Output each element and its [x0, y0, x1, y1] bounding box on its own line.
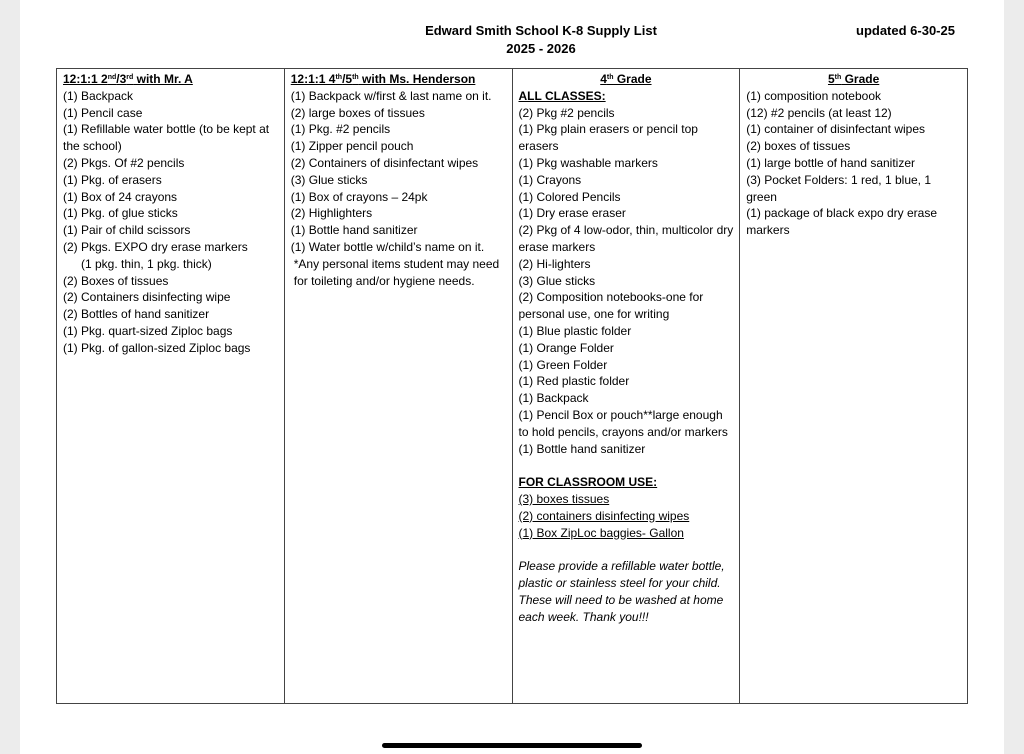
document-title: Edward Smith School K-8 Supply List	[425, 23, 657, 38]
list-item: (1) Backpack w/first & last name on it.	[290, 88, 492, 103]
list-item: (1) Refillable water bottle (to be kept at the school)	[63, 122, 270, 154]
all-classes-heading: ALL CLASSES:	[518, 88, 606, 103]
list-item: (1) composition notebook	[746, 88, 881, 103]
document-page	[20, 0, 1004, 754]
list-item: (2) Boxes of tissues	[63, 273, 169, 288]
supply-table	[56, 68, 968, 704]
list-item: (2) Bottles of hand sanitizer	[63, 307, 210, 322]
list-item: (1) Blue plastic folder	[518, 323, 632, 338]
list-item: (1) Pair of child scissors	[63, 223, 191, 238]
list-item: (1) Orange Folder	[518, 340, 614, 355]
list-item: (1) Bottle hand sanitizer	[518, 441, 646, 456]
list-item: (1) Red plastic folder	[518, 374, 630, 389]
list-item: (2) Pkgs. EXPO dry erase markers	[63, 239, 248, 254]
list-item: (1) Pkg plain erasers or pencil top erasers	[518, 122, 698, 154]
list-item: (2) Hi-lighters	[518, 256, 591, 271]
list-item: (1) Pencil case	[63, 105, 143, 120]
list-item: (2) Pkgs. Of #2 pencils	[63, 155, 185, 170]
list-item: (1) Green Folder	[518, 357, 608, 372]
list-item: (2) large boxes of tissues	[290, 105, 425, 120]
list-item: (1) Zipper pencil pouch	[290, 139, 414, 154]
list-item: (1) Dry erase eraser	[518, 206, 626, 221]
list-item: (2) Composition notebooks-one for personal use, one for writing	[518, 290, 704, 322]
list-item: (1) Backpack	[63, 88, 134, 103]
list-item: (2) Highlighters	[290, 206, 373, 221]
spacer	[519, 541, 734, 558]
list-item: (1) Pkg. quart-sized Ziploc bags	[63, 323, 233, 338]
list-item: (1) Pkg. of erasers	[63, 172, 162, 187]
list-item: (1) Crayons	[518, 172, 582, 187]
column-heading: 12:1:1 4th/5th with Ms. Henderson	[290, 72, 476, 86]
water-bottle-note: Please provide a refillable water bottle, plastic or stainless steel for your child. These will need to be washed at home each week. Thank you!!!	[518, 559, 725, 624]
list-item: (1) Water bottle w/child’s name on it.	[290, 239, 485, 254]
list-item: (1) package of black expo dry erase markers	[746, 206, 938, 238]
column-heading: 12:1:1 2nd/3rd with Mr. A	[63, 72, 193, 86]
list-item: (2) Pkg of 4 low-odor, thin, multicolor dry erase markers	[518, 223, 734, 254]
column-heading: 4th Grade	[600, 72, 652, 86]
list-item: (1) Pkg washable markers	[518, 155, 658, 170]
column-4th-grade	[512, 69, 740, 704]
column-heading: 5th Grade	[827, 72, 880, 86]
list-item: (1) Colored Pencils	[518, 189, 621, 204]
supply-row	[57, 69, 968, 704]
list-item: (12) #2 pencils (at least 12)	[746, 105, 892, 120]
list-item: (1) container of disinfectant wipes	[746, 122, 926, 137]
list-item: (2) boxes of tissues	[746, 139, 851, 154]
list-item: (1) Backpack	[518, 391, 589, 406]
classroom-item: (2) containers disinfecting wipes	[518, 508, 690, 523]
column-5th-grade	[740, 69, 968, 704]
list-item: (3) Pocket Folders: 1 red, 1 blue, 1 green	[746, 172, 932, 204]
list-item: (2) Containers disinfecting wipe	[63, 290, 231, 305]
school-year: 2025 - 2026	[506, 41, 576, 56]
list-item: (2) Pkg #2 pencils	[518, 105, 615, 120]
classroom-use-heading: FOR CLASSROOM USE:	[518, 475, 658, 490]
home-indicator[interactable]	[382, 743, 642, 748]
list-item: (3) Glue sticks	[518, 273, 596, 288]
list-item: (1) Box of crayons – 24pk	[290, 189, 428, 204]
list-item: (1) Pencil Box or pouch**large enough to hold pencils, crayons and/or markers	[518, 407, 728, 439]
list-item: (2) Containers of disinfectant wipes	[290, 155, 479, 170]
classroom-item: (3) boxes tissues	[518, 491, 610, 506]
column-mr-a	[57, 69, 285, 704]
list-item: (1) Pkg. of gallon-sized Ziploc bags	[63, 340, 251, 355]
column-ms-henderson	[284, 69, 512, 704]
updated-date: updated 6-30-25	[856, 23, 955, 38]
list-item: (1) Pkg. #2 pencils	[290, 122, 391, 137]
spacer	[519, 457, 734, 474]
list-item: (1 pkg. thin, 1 pkg. thick)	[81, 256, 212, 271]
personal-items-note: *Any personal items student may need for toileting and/or hygiene needs.	[293, 256, 500, 288]
list-item: (1) Bottle hand sanitizer	[290, 223, 418, 238]
list-item: (3) Glue sticks	[290, 172, 368, 187]
classroom-item: (1) Box ZipLoc baggies- Gallon	[518, 525, 684, 540]
list-item: (1) Pkg. of glue sticks	[63, 206, 178, 221]
list-item: (1) Box of 24 crayons	[63, 189, 178, 204]
list-item: (1) large bottle of hand sanitizer	[746, 155, 916, 170]
